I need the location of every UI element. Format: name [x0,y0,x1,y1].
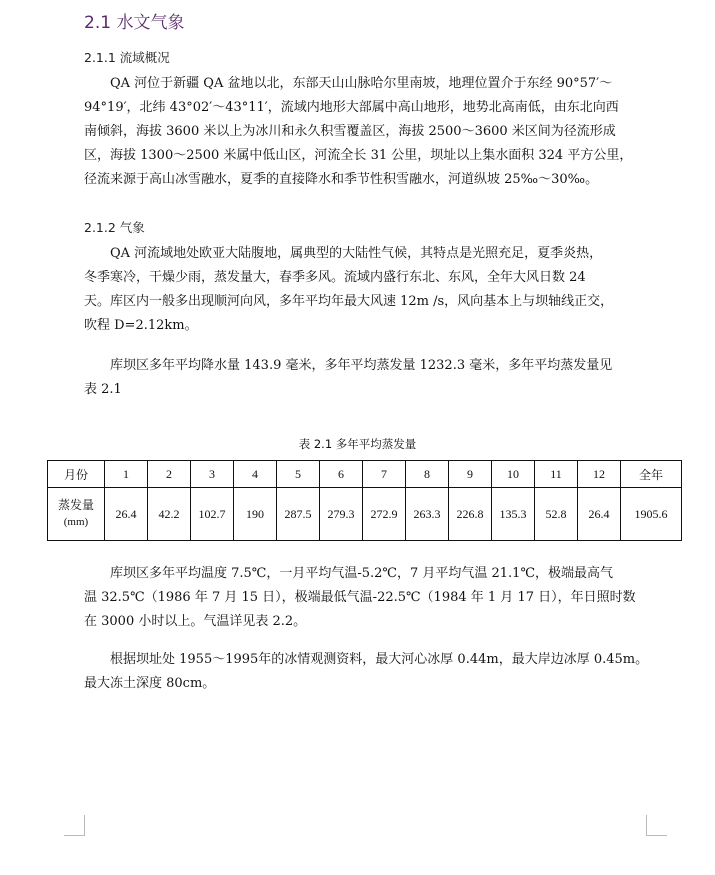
page-corner-mark-left [64,815,85,836]
header-cell: 7 [363,461,406,488]
text-line: 表 2.1 [84,382,122,397]
header-cell: 月份 [48,461,105,488]
text-line: 根据坝址处 1955～1995年的冰情观测资料，最大河心冰厚 0.44m，最大岸边冰厚 0.45m。 [110,652,649,667]
header-cell: 全年 [621,461,682,488]
row-label: 蒸发量 [57,498,94,512]
value-cell: 52.8 [535,488,578,541]
section-heading: 2.1 水文气象 [84,13,185,33]
header-cell: 1 [105,461,148,488]
text-line: 94°19′，北纬 43°02′～43°11′，流域内地形大部属中高山地形，地势北高南低，由东北向西 [84,100,619,115]
table-header-row [48,461,682,488]
text-line: 区，海拔 1300～2500 米属中低山区，河流全长 31 公里，坝址以上集水面积 324 平方公里， [84,148,633,163]
value-cell: 42.2 [148,488,191,541]
header-cell: 6 [320,461,363,488]
header-cell: 10 [492,461,535,488]
text-line: 最大冻土深度 80cm。 [84,676,216,691]
text-line: 在 3000 小时以上。气温详见表 2.2。 [84,614,307,629]
row-label-cell [48,488,105,541]
value-cell: 102.7 [191,488,234,541]
text-line: 库坝区多年平均温度 7.5℃，一月平均气温-5.2℃，7 月平均气温 21.1℃，极端最高气 [110,566,613,581]
header-cell: 11 [535,461,578,488]
value-cell: 190 [234,488,277,541]
value-cell: 135.3 [492,488,535,541]
text-line: 冬季寒冷，干燥少雨，蒸发量大，春季多风。流域内盛行东北、东风，全年大风日数 24 [84,270,586,285]
text-line: QA 河位于新疆 QA 盆地以北，东部天山山脉哈尔里南坡，地理位置介于东经 90°57′～ [110,76,613,91]
text-line: QA 河流域地处欧亚大陆腹地，属典型的大陆性气候，其特点是光照充足，夏季炎热， [110,246,603,261]
table-caption: 表 2.1 多年平均蒸发量 [298,437,417,451]
evaporation-table [47,460,682,541]
total-cell: 1905.6 [621,488,682,541]
value-cell: 272.9 [363,488,406,541]
value-cell: 287.5 [277,488,320,541]
text-line: 吹程 D=2.12km。 [84,318,198,333]
header-cell: 8 [406,461,449,488]
header-cell: 2 [148,461,191,488]
value-cell: 226.8 [449,488,492,541]
header-cell: 4 [234,461,277,488]
subsection-heading-watershed: 2.1.1 流域概况 [84,50,170,65]
value-cell: 279.3 [320,488,363,541]
paragraph-watershed [84,72,646,192]
text-line: 南倾斜，海拔 3600 米以上为冰川和永久积雪覆盖区，海拔 2500～3600 米区间为径流形成 [84,124,616,139]
header-cell: 5 [277,461,320,488]
value-cell: 26.4 [578,488,621,541]
page-corner-mark-right [646,815,667,836]
value-cell: 26.4 [105,488,148,541]
text-line: 库坝区多年平均降水量 143.9 毫米，多年平均蒸发量 1232.3 毫米，多年平均蒸发量见 [110,358,613,373]
header-cell: 12 [578,461,621,488]
paragraph-climate [84,242,646,338]
subsection-heading-climate: 2.1.2 气象 [84,220,145,235]
text-line: 温 32.5℃（1986 年 7 月 15 日），极端最低气温-22.5℃（1984 年 1 月 17 日），年日照时数 [84,590,636,605]
text-line: 径流来源于高山冰雪融水，夏季的直接降水和季节性积雪融水，河道纵坡 25‰～30‰。 [84,172,599,187]
paragraph-ice [84,648,649,696]
paragraph-temperature [84,562,646,634]
header-cell: 9 [449,461,492,488]
paragraph-precipitation [84,354,646,402]
text-line: 天。库区内一般多出现顺河向风，多年平均年最大风速 12m /s，风向基本上与坝轴线正交， [84,294,614,309]
row-unit: (mm) [63,516,89,528]
header-cell: 3 [191,461,234,488]
table-row [48,488,682,541]
value-cell: 263.3 [406,488,449,541]
